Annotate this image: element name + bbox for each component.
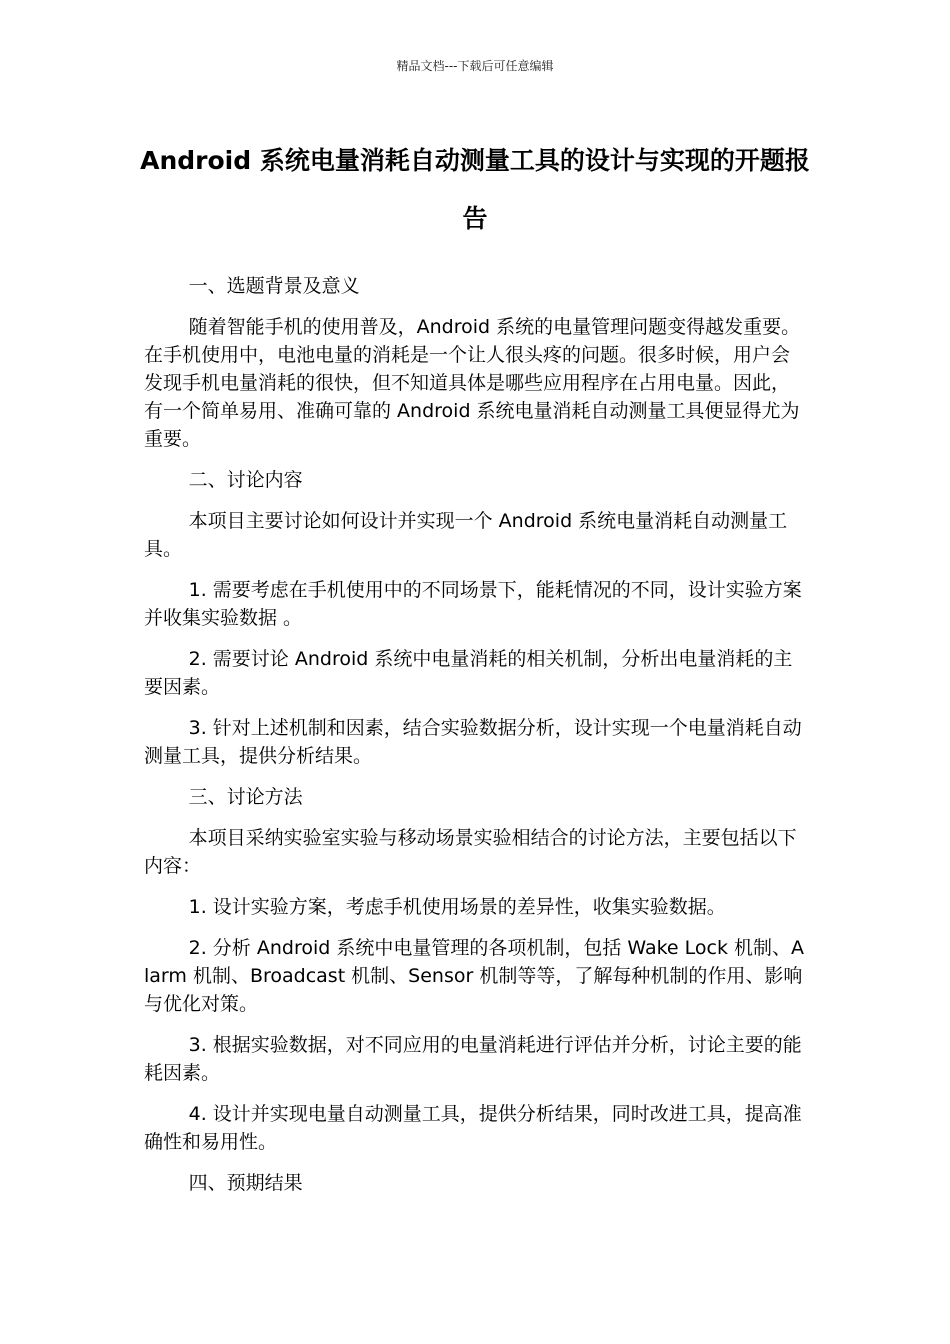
section-heading-research-method: 三、讨论方法 xyxy=(188,786,303,808)
section-heading-research-content: 二、讨论内容 xyxy=(188,469,303,491)
paragraph-background: 随着智能手机的使用普及，Android 系统的电量管理问题变得越发重要。在手机使用中，电池电量的消耗是一个让人很头疼的问题。很多时候，用户会发现手机电量消耗的很快，但不知道具体是哪些应用程序在占用电量。因此，有一个简单易用、准确可靠的 Android 系统电量消耗自动测量工具便显得尤为重要。 xyxy=(144,316,801,450)
paragraph-research-item-3: 3. 针对上述机制和因素，结合实验数据分析，设计实现一个电量消耗自动测量工具，提供分析结果。 xyxy=(144,717,802,767)
paragraph-method-item-2: 2. 分析 Android 系统中电量管理的各项机制，包括 Wake Lock 机制、Alarm 机制、Broadcast 机制、Sensor 机制等等，了解每种机制的作用、影响与优化对策。 xyxy=(144,937,805,1015)
paragraph-method-item-1: 1. 设计实验方案，考虑手机使用场景的差异性，收集实验数据。 xyxy=(188,896,726,918)
paragraph-method-item-3: 3. 根据实验数据，对不同应用的电量消耗进行评估并分析，讨论主要的能耗因素。 xyxy=(144,1034,802,1084)
paragraph-research-item-2: 2. 需要讨论 Android 系统中电量消耗的相关机制，分析出电量消耗的主要因素。 xyxy=(144,648,793,698)
document-title: Android 系统电量消耗自动测量工具的设计与实现的开题报告 xyxy=(140,146,810,233)
paragraph-research-intro: 本项目主要讨论如何设计并实现一个 Android 系统电量消耗自动测量工具。 xyxy=(144,510,788,560)
paragraph-method-intro: 本项目采纳实验室实验与移动场景实验相结合的讨论方法，主要包括以下内容： xyxy=(144,827,797,877)
document-body xyxy=(144,272,806,1210)
paragraph-method-item-4: 4. 设计并实现电量自动测量工具，提供分析结果，同时改进工具，提高准确性和易用性。 xyxy=(144,1103,802,1153)
header-note: 精品文档---下载后可任意编辑 xyxy=(396,59,554,73)
section-heading-expected-results: 四、预期结果 xyxy=(188,1172,303,1194)
paragraph-research-item-1: 1. 需要考虑在手机使用中的不同场景下，能耗情况的不同，设计实验方案并收集实验数据 。 xyxy=(144,579,802,629)
section-heading-background: 一、选题背景及意义 xyxy=(188,275,360,297)
